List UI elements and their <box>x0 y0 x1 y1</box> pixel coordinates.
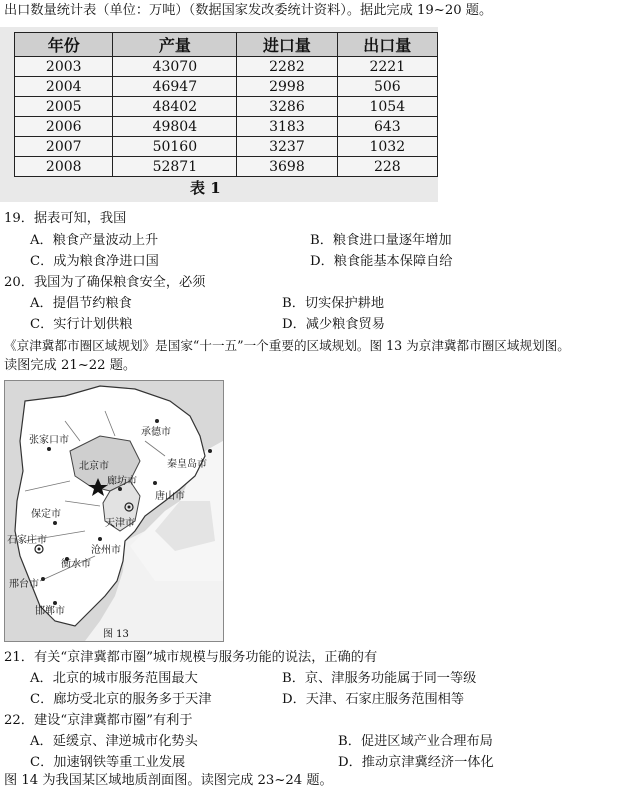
table-cell: 1032 <box>337 137 437 157</box>
table-cell: 43070 <box>113 57 237 77</box>
table-row <box>15 97 438 117</box>
city-dot <box>128 506 131 509</box>
outro-text: 图 14 为我国某区域地质剖面图。读图完成 23~24 题。 <box>4 773 333 788</box>
city-label: 廊坊市 <box>107 476 137 487</box>
q21-option-b: B．京、津服务功能属于同一等级 <box>282 671 477 686</box>
table-header-cell: 进口量 <box>237 33 337 57</box>
q20-stem: 20．我国为了确保粮食安全，必须 <box>4 275 206 290</box>
table-cell: 2007 <box>15 137 113 157</box>
table-header-cell: 年份 <box>15 33 113 57</box>
city-label: 沧州市 <box>91 545 121 556</box>
city-dot <box>53 521 57 525</box>
passage-line-1: 《京津冀都市圈区域规划》是国家“十一五”一个重要的区域规划。图 13 为京津冀都市圈区域规划图。 <box>4 338 570 353</box>
table-cell: 2005 <box>15 97 113 117</box>
city-label: 承德市 <box>141 427 171 438</box>
city-label: 秦皇岛市 <box>167 459 207 470</box>
table-cell: 2282 <box>237 57 337 77</box>
city-dot <box>208 449 212 453</box>
table-caption: 表 1 <box>190 179 221 197</box>
q19-option-a: A．粮食产量波动上升 <box>30 233 159 248</box>
city-dot <box>155 419 159 423</box>
city-label: 邯郸市 <box>35 606 65 617</box>
intro-text: 出口数量统计表（单位：万吨）（数据国家发改委统计资料）。据此完成 19~20 题。 <box>4 3 493 18</box>
q19-option-c: C．成为粮食净进口国 <box>30 254 159 269</box>
city-dot <box>118 487 122 491</box>
city-label: 唐山市 <box>155 491 185 502</box>
q19-option-d: D．粮食能基本保障自给 <box>310 254 453 269</box>
map-caption: 图 13 <box>103 629 129 640</box>
table-cell: 48402 <box>113 97 237 117</box>
city-dot <box>153 481 157 485</box>
data-table <box>14 32 438 177</box>
map-figure <box>4 380 224 642</box>
city-dot <box>41 577 45 581</box>
city-label: 北京市 <box>79 461 109 472</box>
city-label: 邢台市 <box>9 579 39 590</box>
q20-option-a: A．提倡节约粮食 <box>30 296 132 311</box>
table-row <box>15 57 438 77</box>
city-label: 张家口市 <box>29 435 69 446</box>
table-cell: 46947 <box>113 77 237 97</box>
table-header-cell: 出口量 <box>337 33 437 57</box>
q22-option-d: D．推动京津冀经济一体化 <box>338 755 494 770</box>
q22-option-a: A．延缓京、津逆城市化势头 <box>30 734 198 749</box>
q20-option-b: B．切实保护耕地 <box>282 296 385 311</box>
q21-option-a: A．北京的城市服务范围最大 <box>30 671 198 686</box>
city-label: 保定市 <box>31 509 61 520</box>
table-figure <box>0 27 438 202</box>
q22-option-b: B．促进区域产业合理布局 <box>338 734 493 749</box>
table-cell: 2006 <box>15 117 113 137</box>
city-label: 石家庄市 <box>7 535 47 546</box>
q19-stem: 19．据表可知，我国 <box>4 211 127 226</box>
city-label: 衡水市 <box>61 559 91 570</box>
table-row <box>15 117 438 137</box>
table-cell: 3286 <box>237 97 337 117</box>
city-dot <box>98 537 102 541</box>
table-cell: 3698 <box>237 157 337 177</box>
table-cell: 2004 <box>15 77 113 97</box>
q21-stem: 21．有关“京津冀都市圈”城市规模与服务功能的说法，正确的有 <box>4 650 378 665</box>
city-dot <box>47 447 51 451</box>
table-cell: 506 <box>337 77 437 97</box>
table-header-cell: 产量 <box>113 33 237 57</box>
table-cell: 1054 <box>337 97 437 117</box>
q19-option-b: B．粮食进口量逐年增加 <box>310 233 452 248</box>
table-row <box>15 77 438 97</box>
q20-option-c: C．实行计划供粮 <box>30 317 133 332</box>
table-cell: 49804 <box>113 117 237 137</box>
table-cell: 2008 <box>15 157 113 177</box>
q21-option-d: D．天津、石家庄服务范围相等 <box>282 692 465 707</box>
table-cell: 3183 <box>237 117 337 137</box>
table-cell: 2998 <box>237 77 337 97</box>
table-cell: 52871 <box>113 157 237 177</box>
table-cell: 3237 <box>237 137 337 157</box>
table-cell: 2003 <box>15 57 113 77</box>
city-dot <box>38 548 41 551</box>
q22-option-c: C．加速钢铁等重工业发展 <box>30 755 186 770</box>
table-header-row <box>15 33 438 57</box>
passage-line-2: 读图完成 21~22 题。 <box>4 358 137 373</box>
table-cell: 2221 <box>337 57 437 77</box>
q21-option-c: C．廊坊受北京的服务多于天津 <box>30 692 212 707</box>
table-cell: 50160 <box>113 137 237 157</box>
table-row <box>15 157 438 177</box>
table-cell: 228 <box>337 157 437 177</box>
q20-option-d: D．减少粮食贸易 <box>282 317 385 332</box>
table-row <box>15 137 438 157</box>
q22-stem: 22．建设“京津冀都市圈”有利于 <box>4 713 193 728</box>
city-dot <box>53 601 57 605</box>
city-label: 天津市 <box>105 518 135 529</box>
region-map <box>5 381 223 641</box>
table-cell: 643 <box>337 117 437 137</box>
